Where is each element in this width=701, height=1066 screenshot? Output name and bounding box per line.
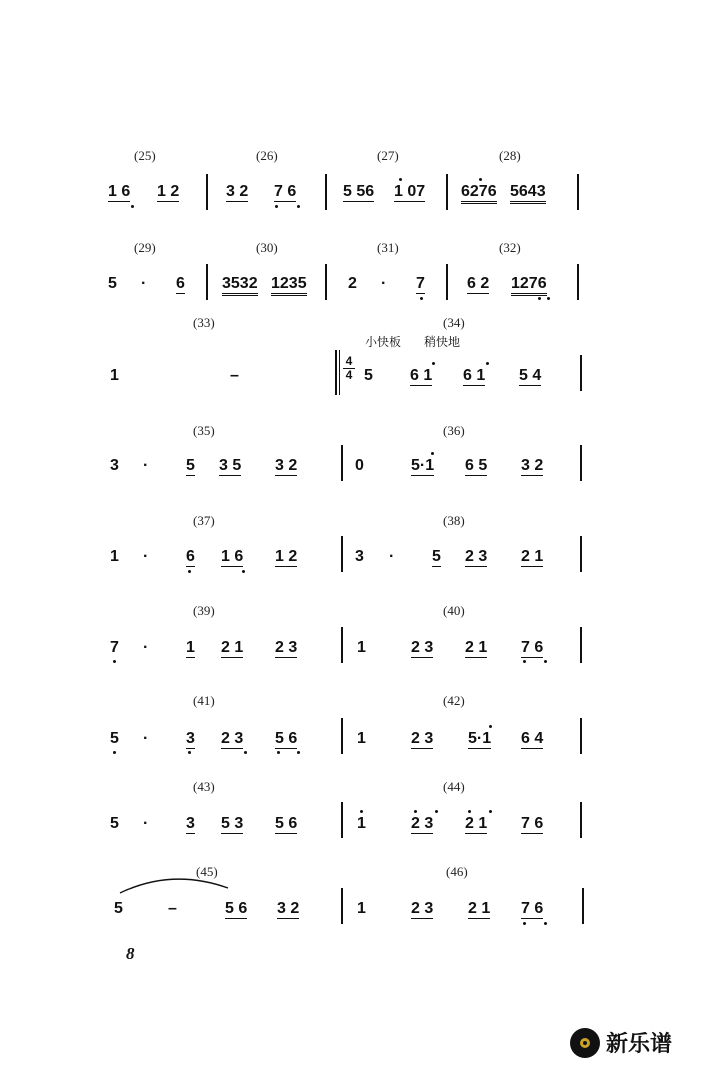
note: 6 — [176, 275, 185, 292]
note-group: 2 3 — [465, 548, 488, 565]
dot-extension: · — [143, 457, 149, 474]
measure-number-30: (30) — [256, 240, 278, 255]
note-group: 2 3 — [275, 639, 298, 656]
measure-number-34: (34) — [443, 315, 465, 330]
note: 7 — [416, 275, 425, 292]
note-group: 2 1 — [221, 639, 244, 656]
measure-number-39: (39) — [193, 603, 215, 618]
measure-number-32: (32) — [499, 240, 521, 255]
note-group: 6 5 — [465, 457, 488, 474]
dot-extension: · — [143, 815, 149, 832]
note: 1 — [357, 815, 366, 832]
note-group: 6 1 — [463, 367, 486, 384]
measure-number-27: (27) — [377, 148, 399, 163]
note: 6 — [186, 548, 195, 565]
measure-number-33: (33) — [193, 315, 215, 330]
note: 1 — [357, 639, 366, 656]
measure-number-44: (44) — [443, 779, 465, 794]
measure-number-35: (35) — [193, 423, 215, 438]
note-group: 5 56 — [343, 183, 375, 200]
watermark-text: 新乐谱 — [606, 1032, 673, 1057]
measure-number-26: (26) — [256, 148, 278, 163]
note-group: 2 1 — [465, 639, 488, 656]
barline — [582, 888, 584, 924]
note-group: 2 1 — [521, 548, 544, 565]
note: 0 — [355, 457, 364, 474]
note-group: 1276 — [511, 276, 547, 296]
measure-number-31: (31) — [377, 240, 399, 255]
note-group: 2 1 — [468, 900, 491, 917]
note-group: 5 3 — [221, 815, 244, 832]
note: 5 — [108, 275, 117, 292]
note-group: 7 6 — [521, 815, 544, 832]
note-group: 2 3 — [221, 730, 244, 747]
dash-extension: – — [230, 367, 239, 384]
note: 3 — [110, 457, 119, 474]
time-signature: 4 4 — [343, 356, 355, 381]
dot-extension: · — [143, 548, 149, 565]
note: 1 — [357, 900, 366, 917]
note-group: 2 3 — [411, 730, 434, 747]
measure-number-38: (38) — [443, 513, 465, 528]
note-group: 5 6 — [275, 815, 298, 832]
measure-number-28: (28) — [499, 148, 521, 163]
note-group: 6 1 — [410, 367, 433, 384]
dot-extension: · — [143, 639, 149, 656]
watermark-logo — [570, 1027, 672, 1058]
note: 2 — [348, 275, 357, 292]
note-group: 5·1 — [411, 457, 435, 474]
note: 5 — [114, 900, 123, 917]
note: 3 — [186, 730, 195, 747]
measure-number-42: (42) — [443, 693, 465, 708]
dot-extension: · — [389, 548, 395, 565]
note-group: 5 4 — [519, 367, 542, 384]
measure-number-25: (25) — [134, 148, 156, 163]
note: 1 — [186, 639, 195, 656]
dot-extension: · — [141, 275, 147, 292]
note-group: 1235 — [271, 276, 307, 296]
note: 3 — [186, 815, 195, 832]
dot-extension: · — [143, 730, 149, 747]
tempo-marking: 小快板 — [365, 335, 402, 349]
dot-extension: · — [381, 275, 387, 292]
note-group: 3 2 — [521, 457, 544, 474]
note-group: 6 2 — [467, 275, 490, 292]
note-group: 7 6 — [274, 183, 297, 200]
note-group: 2 1 — [465, 815, 488, 832]
note-group: 5 6 — [275, 730, 298, 747]
note-group: 1 2 — [157, 183, 180, 200]
dash-extension: – — [168, 900, 177, 917]
note-group: 6 4 — [521, 730, 544, 747]
note: 1 — [110, 548, 119, 565]
note-group: 5 6 — [225, 900, 248, 917]
note-group: 3 2 — [226, 183, 249, 200]
note: 5 — [186, 457, 195, 474]
note-group: 3 2 — [277, 900, 300, 917]
note-group: 1 6 — [221, 548, 244, 565]
measure-number-36: (36) — [443, 423, 465, 438]
measure-number-37: (37) — [193, 513, 215, 528]
barline — [341, 888, 343, 924]
note: 3 — [355, 548, 364, 565]
note-group: 5·1 — [468, 730, 492, 747]
page-number: 8 — [126, 944, 135, 963]
measure-number-29: (29) — [134, 240, 156, 255]
measure-number-45: (45) — [196, 864, 218, 879]
measure-number-41: (41) — [193, 693, 215, 708]
note: 5 — [110, 815, 119, 832]
note: 5 — [110, 730, 119, 747]
note-group: 7 6 — [521, 639, 544, 656]
note-group: 1 2 — [275, 548, 298, 565]
note-group: 2 3 — [411, 900, 434, 917]
note: 7 — [110, 639, 119, 656]
measure-number-46: (46) — [446, 864, 468, 879]
note: 5 — [432, 548, 441, 565]
note-group: 7 6 — [521, 900, 544, 917]
record-disc-icon — [570, 1028, 600, 1058]
note-group: 1 6 — [108, 183, 131, 200]
expression-marking: 稍快地 — [424, 335, 461, 349]
note: 1 — [110, 367, 119, 384]
note-group: 2 3 — [411, 815, 434, 832]
note: 5 — [364, 367, 373, 384]
note-group: 6276 — [461, 184, 497, 204]
note-group: 5643 — [510, 184, 546, 204]
note-group: 3 2 — [275, 457, 298, 474]
note-group: 3532 — [222, 276, 258, 296]
note-group: 3 5 — [219, 457, 242, 474]
note: 1 — [357, 730, 366, 747]
note-group: 1 07 — [394, 183, 426, 200]
measure-number-43: (43) — [193, 779, 215, 794]
measure-number-40: (40) — [443, 603, 465, 618]
note-group: 2 3 — [411, 639, 434, 656]
